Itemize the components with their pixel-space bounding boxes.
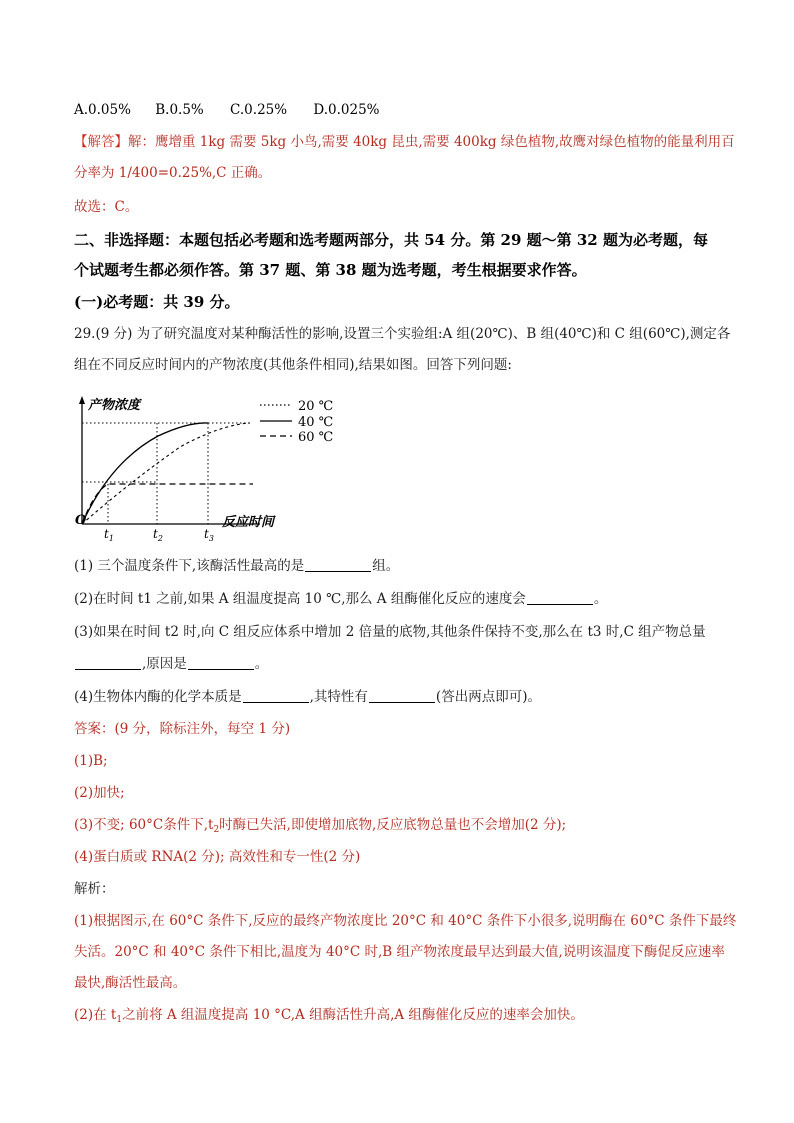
tick-label-t2: $t_2$ <box>153 527 163 543</box>
legend-label-40c: 40 ℃ <box>298 415 334 430</box>
answer-options <box>74 100 724 120</box>
tick-label-t1: $t_1$ <box>104 527 114 543</box>
solution-line-1: 【解答】解：鹰增重 1kg 需要 5kg 小鸟,需要 40kg 昆虫,需要 400kg 绿色植物,故鹰对绿色植物的能量利用百 <box>74 134 735 150</box>
analysis-2: (2)在 $t_1$之前将 A 组温度提高 10 °C,A 组酶活性升高,A 组酶催化反应的速率会加快。 <box>74 1007 584 1025</box>
y-axis-label: 产物浓度 <box>88 398 141 413</box>
analysis-1-line-2: 失活。20°C 和 40°C 条件下相比,温度为 40°C 时,B 组产物浓度最早达到最大值,说明该温度下酶促反应速率 <box>74 944 725 960</box>
answer-header: 答案：(9 分，除标注外，每空 1 分) <box>74 721 291 737</box>
tick-label-t3: $t_3$ <box>204 527 214 543</box>
option-a: A.0.05% <box>74 102 131 118</box>
answer-blank[interactable] <box>527 590 593 605</box>
analysis-1-line-1: (1)根据图示,在 60°C 条件下,反应的最终产物浓度比 20°C 和 40°C 条件下小很多,说明酶在 60°C 条件下最终 <box>74 913 737 929</box>
subquestion-4: (4)生物体内酶的化学本质是 ,其特性有 (答出两点即可)。 <box>74 689 541 705</box>
answer-blank[interactable] <box>188 655 254 670</box>
product-concentration-chart <box>70 392 350 543</box>
answer-1: (1)B; <box>74 753 108 769</box>
subquestion-3-line-1: (3)如果在时间 t2 时,向 C 组反应体系中增加 2 倍量的底物,其他条件保持不变,那么在 t3 时,C 组产物总量 <box>74 624 706 640</box>
answer-2: (2)加快; <box>74 785 125 801</box>
option-b: B.0.5% <box>155 102 204 118</box>
analysis-label: 解析： <box>74 881 115 897</box>
origin-label: O <box>75 513 87 528</box>
series-line-40c <box>82 423 208 524</box>
answer-blank[interactable] <box>243 688 309 703</box>
x-axis-label: 反应时间 <box>222 515 275 530</box>
solution-label: 【解答】 <box>74 134 128 150</box>
chart-legend <box>260 399 333 445</box>
section-heading-line-1: 二、非选择题：本题包括必考题和选考题两部分，共 54 分。第 29 题～第 32 题为必考题，每 <box>74 231 708 249</box>
question-stem-line-1: 29.(9 分) 为了研究温度对某种酶活性的影响,设置三个实验组:A 组(20℃)、B 组(40℃)和 C 组(60℃),测定各 <box>74 326 731 342</box>
section-subheading: (一)必考题：共 39 分。 <box>74 293 240 311</box>
subquestion-3-line-2: ,原因是 。 <box>74 654 724 674</box>
solution-line-2: 分率为 1/400=0.25%,C 正确。 <box>74 165 272 181</box>
x-ticks <box>104 423 214 543</box>
y-axis-arrow <box>79 396 85 404</box>
section-heading-line-2: 个试题考生都必须作答。第 37 题、第 38 题为选考题，考生根据要求作答。 <box>74 261 587 279</box>
legend-label-20c: 20 ℃ <box>298 399 334 414</box>
answer-4: (4)蛋白质或 RNA(2 分); 高效性和专一性(2 分) <box>74 849 361 865</box>
subquestion-1: (1) 三个温度条件下,该酶活性最高的是 组。 <box>74 558 400 574</box>
answer-blank[interactable] <box>369 688 435 703</box>
analysis-1-line-3: 最快,酶活性最高。 <box>74 975 187 991</box>
solution-choice: 故选：C。 <box>74 199 139 215</box>
subquestion-2: (2)在时间 t1 之前,如果 A 组温度提高 10 ℃,那么 A 组酶催化反应的速度会 。 <box>74 591 608 607</box>
option-c: C.0.25% <box>230 102 288 118</box>
option-d: D.0.025% <box>313 102 380 118</box>
answer-blank[interactable] <box>305 557 371 572</box>
legend-label-60c: 60 ℃ <box>298 430 334 445</box>
question-stem-line-2: 组在不同反应时间内的产物浓度(其他条件相同),结果如图。回答下列问题: <box>74 357 512 373</box>
series-line-20c <box>82 423 250 524</box>
answer-3: (3)不变; 60°C条件下$,t_2$时酶已失活,即使增加底物,反应底物总量也不会增加(2 分); <box>74 817 567 835</box>
answer-blank[interactable] <box>75 655 141 670</box>
